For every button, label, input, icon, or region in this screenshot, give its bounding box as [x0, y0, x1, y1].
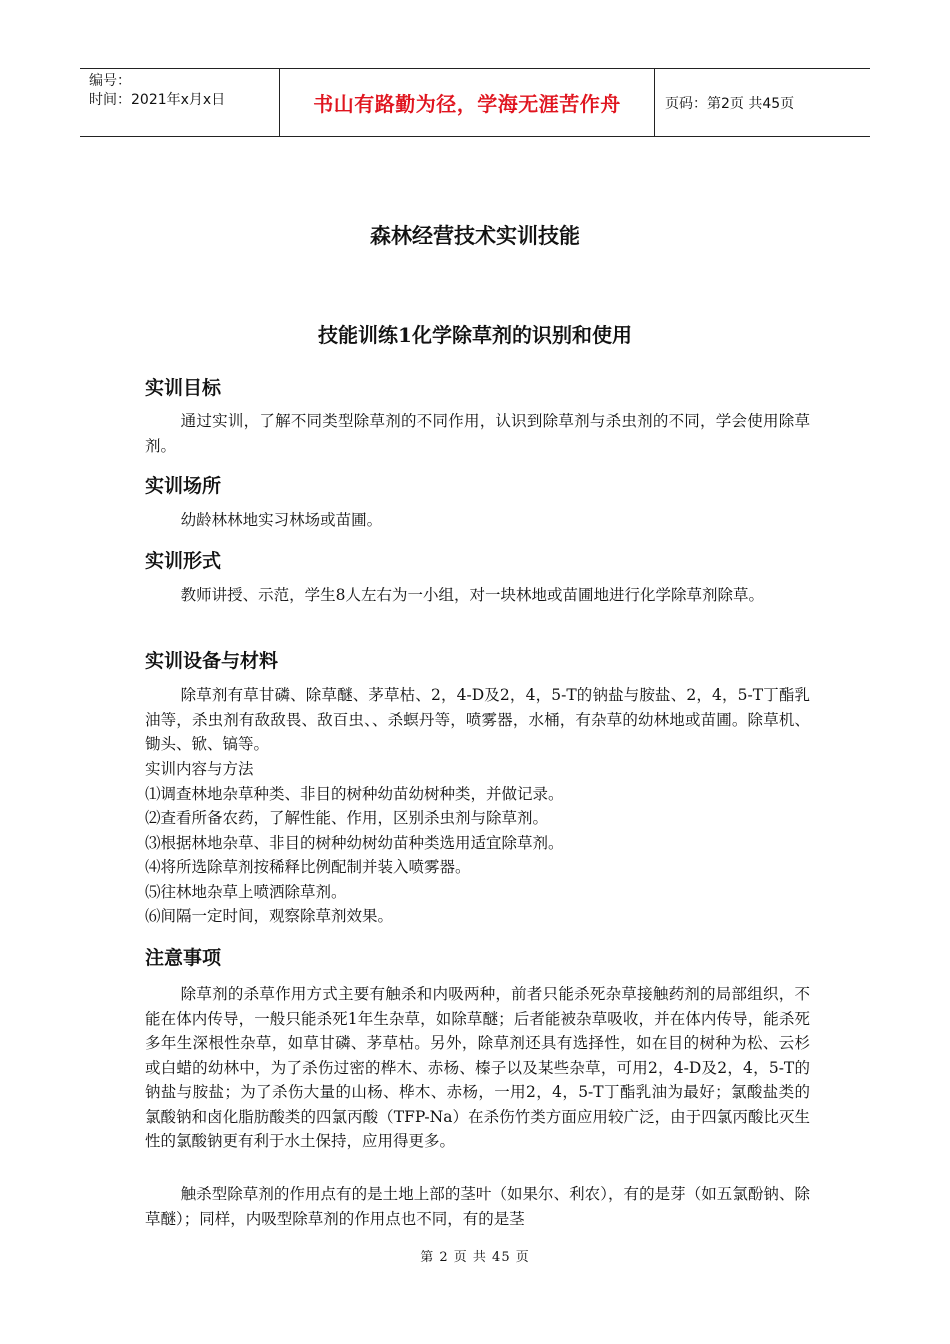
section-heading-notes: 注意事项 — [145, 947, 222, 969]
header-motto: 书山有路勤为径，学海无涯苦作舟 — [280, 69, 655, 136]
header-page-info: 页码：第2页 共45页 — [665, 95, 795, 112]
date-label: 时间：2021年x月x日 — [89, 92, 226, 108]
method-item: ⑷将所选除草剂按稀释比例配制并装入喷雾器。 — [145, 858, 471, 876]
code-label: 编号： — [89, 73, 131, 89]
section-text-form: 教师讲授、示范，学生8人左右为一小组，对一块林地或苗圃地进行化学除草剂除草。 — [180, 586, 765, 604]
method-item: ⑶根据林地杂草、非目的树种幼树幼苗种类选用适宜除草剂。 — [145, 833, 564, 852]
section-text-equipment: 除草剂有草甘磷、除草醚、茅草枯、2，4-D及2，4，5-T的钠盐与胺盐、2，4，5-T丁酯乳油等，杀虫剂有敌敌畏、敌百虫、、杀螟丹等，喷雾器，水桶，有杂草的幼林地或苗圃。除草机、锄头、锨、镐等。 — [145, 686, 810, 753]
section-heading-goal: 实训目标 — [145, 377, 222, 399]
document-subtitle: 技能训练1化学除草剂的识别和使用 — [318, 323, 632, 347]
method-list — [145, 757, 810, 929]
notes-paragraph-1: 除草剂的杀草作用方式主要有触杀和内吸两种，前者只能杀死杂草接触药剂的局部组织，不能在体内传导，一般只能杀死1年生杂草，如除草醚；后者能被杂草吸收，并在体内传导，能杀死多年生深根性杂草，如草甘磷、茅草枯。另外，除草剂还具有选择性，如在目的树种为松、云杉或白蜡的幼林中，为了杀伤过密的桦木、赤杨、榛子以及某些杂草，可用2，4-D及2，4，5-T的钠盐与胺盐；为了杀伤大量的山杨、桦木、赤杨，一用2，4，5-T丁酯乳油为最好；氯酸盐类的氯酸钠和卤化脂肪酸类的四氯丙酸（TFP-Na）在杀伤竹类方面应用较广泛，由于四氯丙酸比灭生性的氯酸钠更有利于水土保持，应用得更多。 — [145, 985, 810, 1150]
method-heading: 实训内容与方法 — [145, 760, 254, 778]
page-header — [80, 68, 870, 137]
header-meta — [80, 69, 280, 136]
method-item: ⑴调查林地杂草种类、非目的树种幼苗幼树种类，并做记录。 — [145, 784, 564, 803]
page-footer: 第 2 页 共 45 页 — [420, 1250, 530, 1265]
notes-paragraph-2: 触杀型除草剂的作用点有的是土地上部的茎叶（如果尔、利农），有的是芽（如五氯酚钠、除草醚）；同样，内吸型除草剂的作用点也不同，有的是茎 — [145, 1185, 810, 1228]
section-text-place: 幼龄林林地实习林场或苗圃。 — [180, 511, 383, 529]
method-item: ⑹间隔一定时间，观察除草剂效果。 — [145, 907, 394, 925]
method-item: ⑸往林地杂草上喷洒除草剂。 — [145, 882, 347, 901]
section-text-goal: 通过实训，了解不同类型除草剂的不同作用，认识到除草剂与杀虫剂的不同，学会使用除草剂。 — [145, 412, 810, 455]
section-heading-form: 实训形式 — [145, 550, 222, 572]
document-title: 森林经营技术实训技能 — [370, 224, 580, 248]
method-item: ⑵查看所备农药，了解性能、作用，区别杀虫剂与除草剂。 — [145, 809, 549, 827]
section-heading-equipment: 实训设备与材料 — [145, 650, 279, 672]
section-heading-place: 实训场所 — [145, 475, 222, 497]
